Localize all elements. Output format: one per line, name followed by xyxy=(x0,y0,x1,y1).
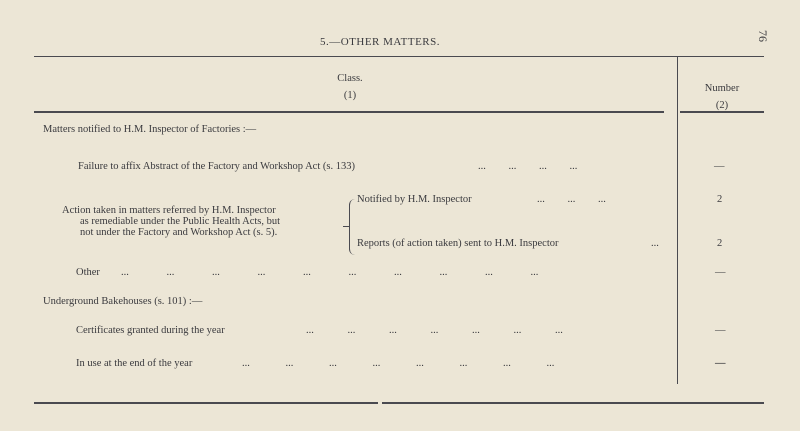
action-line-2: as remediable under the Public Health Acts, but xyxy=(80,216,281,227)
class-number: (1) xyxy=(343,90,357,101)
notified-sub: Notified by H.M. Inspector xyxy=(357,194,472,205)
bottom-rule-left xyxy=(34,402,378,404)
notified-value: 2 xyxy=(717,194,723,205)
certificates-dots: ... ... ... ... ... ... ... xyxy=(306,325,563,336)
number-num: (2) xyxy=(715,100,729,111)
number-header xyxy=(680,80,764,114)
action-line-1: Action taken in matters referred by H.M. Inspector xyxy=(62,205,276,216)
bottom-rule-right xyxy=(382,402,764,404)
failure-dots: ... ... ... ... xyxy=(478,161,578,172)
certificates-value: — xyxy=(715,325,726,336)
in-use-dots: ... ... ... ... ... ... ... ... xyxy=(242,358,555,369)
action-line-3: not under the Factory and Workshop Act (s. 5). xyxy=(80,227,278,238)
header-rule-left xyxy=(34,111,664,113)
class-label: Class. xyxy=(337,73,363,84)
failure-label: Failure to affix Abstract of the Factory and Workshop Act (s. 133) xyxy=(78,161,355,172)
certificates-label: Certificates granted during the year xyxy=(76,325,225,336)
column-divider xyxy=(677,57,678,384)
bakehouses-heading: Underground Bakehouses (s. 101) :— xyxy=(43,296,203,307)
number-label: Number xyxy=(704,83,740,94)
top-rule xyxy=(34,56,764,57)
reports-dots: ... xyxy=(651,238,659,249)
in-use-value: — xyxy=(715,358,726,369)
class-header xyxy=(250,70,450,104)
in-use-label: In use at the end of the year xyxy=(76,358,193,369)
brace-point xyxy=(343,226,349,227)
page-number: 76 xyxy=(756,30,770,42)
other-label: Other xyxy=(76,267,100,278)
reports-value: 2 xyxy=(717,238,723,249)
other-value: — xyxy=(715,267,726,278)
notified-dots: ... ... ... xyxy=(537,194,606,205)
notified-heading: Matters notified to H.M. Inspector of Factories :— xyxy=(43,124,257,135)
reports-sub: Reports (of action taken) sent to H.M. Inspector xyxy=(357,238,559,249)
failure-value: — xyxy=(714,161,725,172)
page-title: 5.—OTHER MATTERS. xyxy=(319,36,441,48)
other-dots: ... ... ... ... ... ... ... ... ... ... xyxy=(121,267,539,278)
